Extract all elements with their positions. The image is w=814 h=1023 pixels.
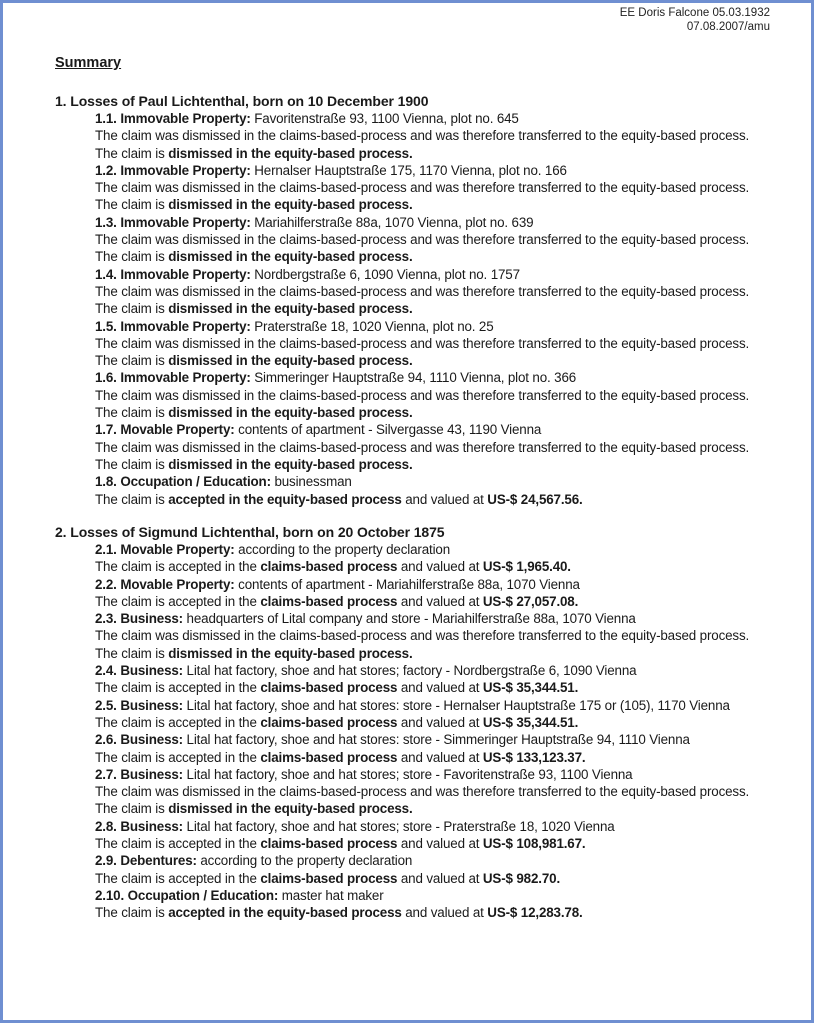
claim-item-number: 1.1. xyxy=(95,111,117,126)
decision-outcome: dismissed in the equity-based process. xyxy=(168,645,413,661)
claim-item xyxy=(95,369,765,421)
claim-item-description: Nordbergstraße 6, 1090 Vienna, plot no. 1757 xyxy=(250,266,520,282)
decision-text: The claim is xyxy=(95,905,169,921)
claim-item xyxy=(95,610,765,662)
claim-item-decision xyxy=(95,593,765,610)
claim-item-title xyxy=(95,731,765,748)
claim-item-type: Occupation / Education: xyxy=(120,474,271,490)
decision-connector: and valued at xyxy=(397,680,483,696)
claim-item xyxy=(95,852,765,887)
claim-item-number: 1.8. xyxy=(95,474,117,490)
claim-value: US-$ 35,344.51. xyxy=(482,680,579,696)
claim-item-type: Immovable Property: xyxy=(120,111,251,126)
decision-outcome: dismissed in the equity-based process. xyxy=(168,145,413,161)
claim-item-type: Immovable Property: xyxy=(120,318,251,334)
claim-item-number: 1.2. xyxy=(95,162,117,178)
claim-item-type: Immovable Property: xyxy=(120,370,251,386)
claim-item-title xyxy=(95,214,765,231)
decision-outcome: claims-based process xyxy=(260,593,398,609)
claim-item-description: Praterstraße 18, 1020 Vienna, plot no. 25 xyxy=(250,318,494,334)
claim-item-description: master hat maker xyxy=(278,887,384,903)
claim-item-type: Immovable Property: xyxy=(120,214,251,230)
claim-item-decision xyxy=(95,904,765,921)
claim-item-description: contents of apartment - Silvergasse 43, 1190 Vienna xyxy=(234,422,542,438)
claim-value: US-$ 982.70. xyxy=(482,870,561,886)
claim-item-title xyxy=(95,697,765,714)
claim-item-title xyxy=(95,576,765,593)
reference-line-1: EE Doris Falcone 05.03.1932 xyxy=(619,7,770,19)
claim-item-title xyxy=(95,610,765,627)
claim-item-title xyxy=(95,818,765,835)
claim-item-number: 1.5. xyxy=(95,318,117,334)
claim-item-number: 2.4. xyxy=(95,663,117,679)
claim-item-type: Movable Property: xyxy=(120,542,235,557)
decision-text: The claim is accepted in the xyxy=(95,680,261,696)
claim-item xyxy=(95,318,765,370)
claim-item-description: businessman xyxy=(270,474,352,490)
claim-item-decision xyxy=(95,679,765,696)
claim-item-decision xyxy=(95,783,765,818)
decision-outcome: dismissed in the equity-based process. xyxy=(168,197,413,213)
claim-item xyxy=(95,731,765,766)
claim-item-description: Favoritenstraße 93, 1100 Vienna, plot no. 645 xyxy=(250,111,519,126)
section-heading-1: 1. Losses of Paul Lichtenthal, born on 10 December 1900 xyxy=(55,93,429,109)
claim-item-decision xyxy=(95,283,765,318)
claim-item-type: Movable Property: xyxy=(120,422,235,438)
claim-item-description: Lital hat factory, shoe and hat stores: store - Hernalser Hauptstraße 175 or (105), 1170 Vienna xyxy=(182,697,730,713)
claim-item-number: 1.7. xyxy=(95,422,117,438)
claim-item-type: Occupation / Education: xyxy=(127,887,279,903)
claim-item-description: Lital hat factory, shoe and hat stores; store - Favoritenstraße 93, 1100 Vienna xyxy=(182,766,633,782)
claim-item-decision xyxy=(95,491,765,508)
claim-item-description: Mariahilferstraße 88a, 1070 Vienna, plot no. 639 xyxy=(250,214,534,230)
claim-item-decision xyxy=(95,231,765,266)
decision-outcome: claims-based process xyxy=(260,749,398,765)
decision-text: The claim was dismissed in the claims-based-process and was therefore transferred to the equity-based process. The claim is xyxy=(95,628,750,661)
claim-item xyxy=(95,541,765,576)
claim-item-type: Business: xyxy=(120,732,183,748)
decision-text: The claim is accepted in the xyxy=(95,749,261,765)
page-title: Summary xyxy=(55,55,122,71)
claim-item-decision xyxy=(95,558,765,575)
claim-item-description: Lital hat factory, shoe and hat stores; store - Praterstraße 18, 1020 Vienna xyxy=(182,818,615,834)
claim-item xyxy=(95,266,765,318)
claim-value: US-$ 133,123.37. xyxy=(482,749,586,765)
claim-item-decision xyxy=(95,714,765,731)
claim-item xyxy=(95,576,765,611)
decision-text: The claim was dismissed in the claims-based-process and was therefore transferred to the equity-based process. The claim is xyxy=(95,335,750,369)
claim-item-title xyxy=(95,541,765,558)
claim-item-type: Business: xyxy=(120,663,183,679)
claim-item-number: 1.6. xyxy=(95,370,117,386)
decision-connector: and valued at xyxy=(397,714,483,730)
claim-item-description: according to the property declaration xyxy=(234,542,450,557)
claim-value: US-$ 27,057.08. xyxy=(482,593,579,609)
section-heading-2: 2. Losses of Sigmund Lichtenthal, born on 20 October 1875 xyxy=(55,524,445,540)
decision-connector: and valued at xyxy=(397,593,483,609)
decision-text: The claim is xyxy=(95,491,169,507)
claim-item-number: 2.9. xyxy=(95,853,117,869)
claim-item xyxy=(95,887,765,922)
decision-outcome: claims-based process xyxy=(260,870,398,886)
decision-text: The claim was dismissed in the claims-based-process and was therefore transferred to the equity-based process. The claim is xyxy=(95,784,750,817)
claim-item-decision xyxy=(95,439,765,474)
claim-item-number: 2.3. xyxy=(95,611,117,627)
claim-item-number: 2.1. xyxy=(95,542,117,557)
decision-text: The claim is accepted in the xyxy=(95,714,261,730)
claim-item-decision xyxy=(95,627,765,662)
reference-header xyxy=(620,6,770,34)
claim-value: US-$ 24,567.56. xyxy=(487,491,583,507)
decision-text: The claim was dismissed in the claims-based-process and was therefore transferred to the equity-based process. The claim is xyxy=(95,439,750,472)
claim-item-title xyxy=(95,887,765,904)
claim-value: US-$ 1,965.40. xyxy=(482,559,571,575)
decision-text: The claim was dismissed in the claims-based-process and was therefore transferred to the equity-based process. The claim is xyxy=(95,283,750,317)
claim-item-number: 2.2. xyxy=(95,576,117,592)
claim-item xyxy=(95,473,765,508)
claim-item xyxy=(95,421,765,473)
decision-outcome: dismissed in the equity-based process. xyxy=(168,353,413,369)
decision-outcome: dismissed in the equity-based process. xyxy=(168,801,413,817)
claim-item-description: according to the property declaration xyxy=(196,853,413,869)
claim-item-type: Debentures: xyxy=(120,853,197,869)
claim-item-type: Immovable Property: xyxy=(120,266,251,282)
decision-text: The claim is accepted in the xyxy=(95,559,261,575)
decision-outcome: claims-based process xyxy=(260,836,398,852)
claim-item-description: contents of apartment - Mariahilferstraße 88a, 1070 Vienna xyxy=(234,576,580,592)
claim-item-type: Business: xyxy=(120,697,183,713)
decision-outcome: dismissed in the equity-based process. xyxy=(168,405,413,421)
decision-connector: and valued at xyxy=(397,836,483,852)
reference-line-2: 07.08.2007/amu xyxy=(686,21,770,33)
decision-text: The claim was dismissed in the claims-based-process and was therefore transferred to the equity-based process. The claim is xyxy=(95,387,750,421)
decision-text: The claim is accepted in the xyxy=(95,870,261,886)
claim-item-title xyxy=(95,110,765,127)
claim-item-title xyxy=(95,162,765,179)
claim-value: US-$ 108,981.67. xyxy=(482,836,586,852)
decision-text: The claim is accepted in the xyxy=(95,836,261,852)
claim-item-type: Business: xyxy=(120,818,183,834)
claim-item xyxy=(95,110,765,162)
claim-item-decision xyxy=(95,335,765,370)
decision-connector: and valued at xyxy=(397,559,483,575)
claim-item-decision xyxy=(95,127,765,162)
claim-item-type: Business: xyxy=(120,611,183,627)
section-2-items xyxy=(95,541,765,922)
claim-item xyxy=(95,214,765,266)
claim-item-title xyxy=(95,266,765,283)
claim-item-description: headquarters of Lital company and store - Mariahilferstraße 88a, 1070 Vienna xyxy=(182,611,636,627)
claim-item-decision xyxy=(95,749,765,766)
claim-value: US-$ 35,344.51. xyxy=(482,714,579,730)
decision-outcome: accepted in the equity-based process xyxy=(168,905,402,921)
section-1-items xyxy=(95,110,765,508)
claim-item-title xyxy=(95,473,765,490)
claim-item-decision xyxy=(95,387,765,422)
claim-item xyxy=(95,162,765,214)
claim-item-description: Lital hat factory, shoe and hat stores: store - Simmeringer Hauptstraße 94, 1110 Vienna xyxy=(182,732,690,748)
decision-text: The claim was dismissed in the claims-based-process and was therefore transferred to the equity-based process. The claim is xyxy=(95,180,750,213)
decision-outcome: claims-based process xyxy=(260,559,398,575)
decision-outcome: dismissed in the equity-based process. xyxy=(168,456,413,472)
decision-connector: and valued at xyxy=(397,870,483,886)
claim-item-title xyxy=(95,421,765,438)
claim-item-decision xyxy=(95,179,765,214)
claim-item-title xyxy=(95,662,765,679)
decision-connector: and valued at xyxy=(401,905,488,921)
decision-outcome: accepted in the equity-based process xyxy=(168,491,402,507)
claim-item-decision xyxy=(95,835,765,852)
decision-text: The claim was dismissed in the claims-based-process and was therefore transferred to the equity-based process. The claim is xyxy=(95,232,750,265)
claim-item-description: Hernalser Hauptstraße 175, 1170 Vienna, plot no. 166 xyxy=(250,162,567,178)
claim-item-type: Business: xyxy=(120,766,183,782)
claim-item-number: 1.3. xyxy=(95,214,117,230)
claim-item-type: Movable Property: xyxy=(120,576,235,592)
claim-item-title xyxy=(95,318,765,335)
claim-item-decision xyxy=(95,870,765,887)
claim-item-title xyxy=(95,852,765,869)
claim-item-title xyxy=(95,766,765,783)
decision-text: The claim is accepted in the xyxy=(95,593,261,609)
decision-outcome: dismissed in the equity-based process. xyxy=(168,249,413,265)
claim-item-description: Simmeringer Hauptstraße 94, 1110 Vienna, plot no. 366 xyxy=(250,370,577,386)
claim-item-description: Lital hat factory, shoe and hat stores; factory - Nordbergstraße 6, 1090 Vienna xyxy=(182,663,637,679)
claim-item-number: 2.10. xyxy=(95,887,125,903)
claim-item xyxy=(95,697,765,732)
claim-item-number: 2.8. xyxy=(95,818,117,834)
claim-item-number: 2.7. xyxy=(95,766,117,782)
claim-item-number: 1.4. xyxy=(95,266,117,282)
claim-value: US-$ 12,283.78. xyxy=(487,905,583,921)
claim-item-number: 2.6. xyxy=(95,732,117,748)
decision-connector: and valued at xyxy=(397,749,483,765)
decision-connector: and valued at xyxy=(401,491,488,507)
claim-item-title xyxy=(95,369,765,386)
decision-text: The claim was dismissed in the claims-based-process and was therefore transferred to the equity-based process. The claim is xyxy=(95,128,750,161)
claim-item-type: Immovable Property: xyxy=(120,162,251,178)
decision-outcome: dismissed in the equity-based process. xyxy=(168,301,413,317)
claim-item xyxy=(95,662,765,697)
claim-item-number: 2.5. xyxy=(95,697,117,713)
claim-item xyxy=(95,818,765,853)
claim-item xyxy=(95,766,765,818)
decision-outcome: claims-based process xyxy=(260,714,398,730)
decision-outcome: claims-based process xyxy=(260,680,398,696)
